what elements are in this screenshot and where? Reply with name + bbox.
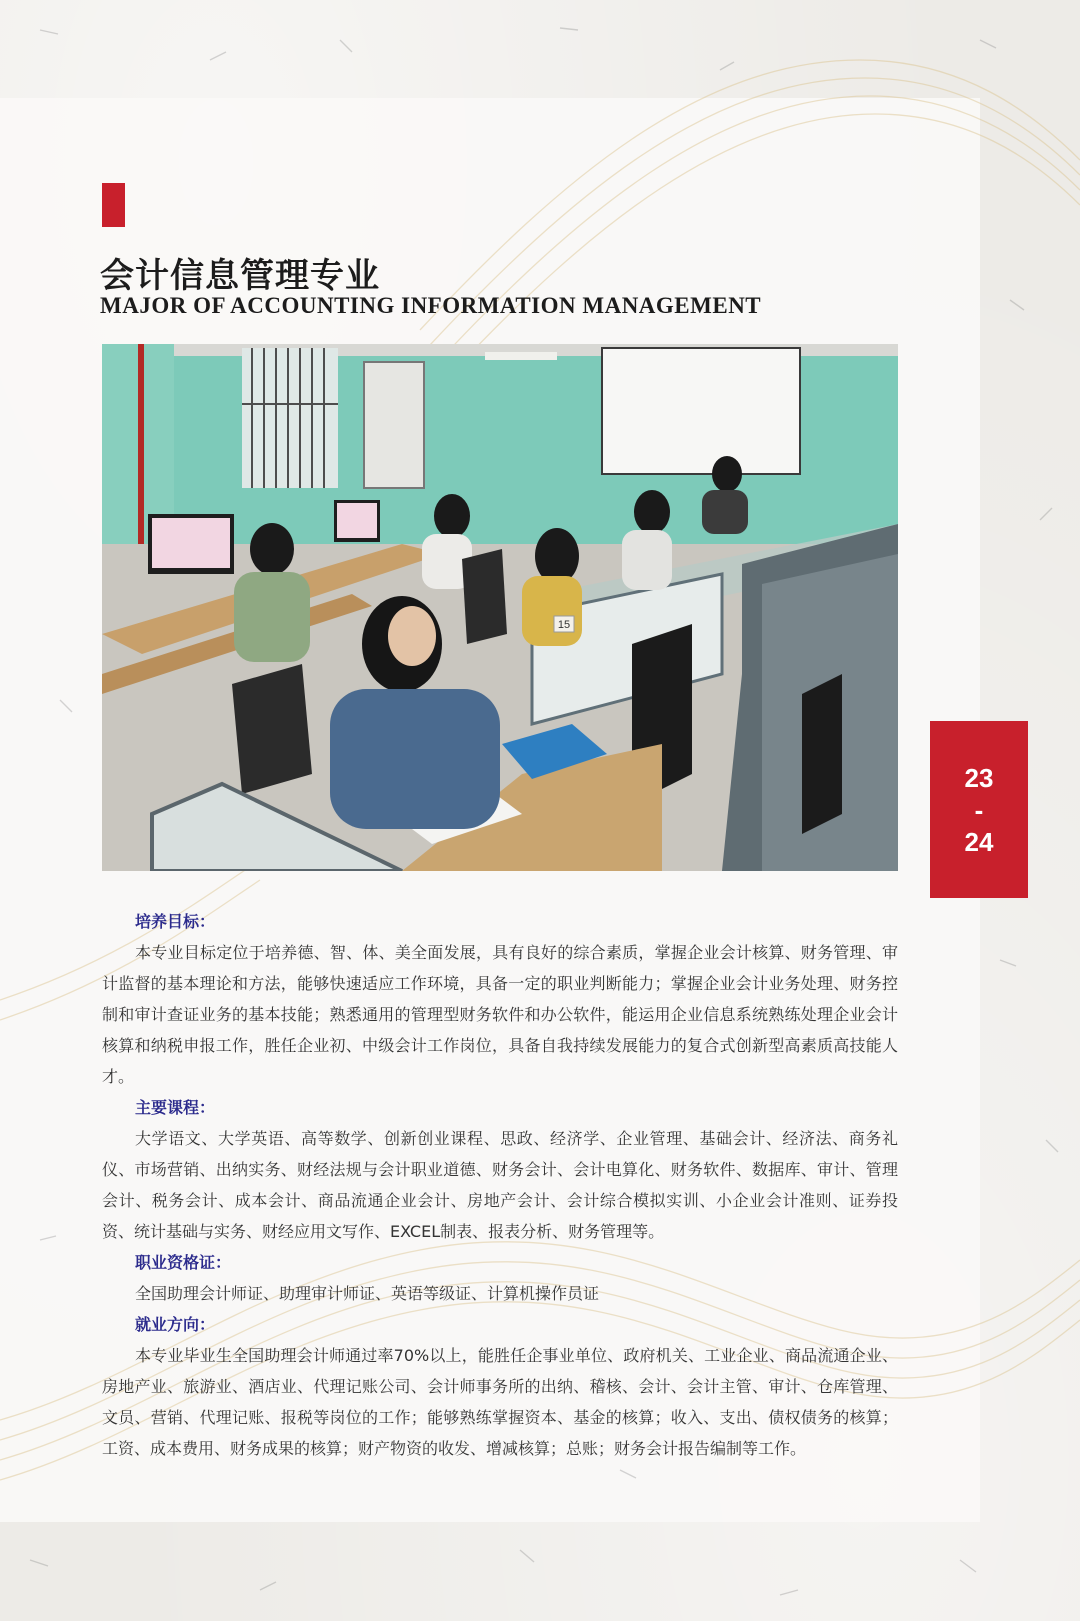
- page-number-tab: [930, 721, 1028, 898]
- section-heading-employment: 就业方向：: [135, 1315, 216, 1334]
- monitor-number-label: 15: [557, 619, 571, 631]
- section-heading-certificates: 职业资格证：: [135, 1253, 232, 1272]
- section-heading-training-goal: 培养目标：: [135, 912, 216, 931]
- section-body-main-courses: 大学语文、大学英语、高等数学、创新创业课程、思政、经济学、企业管理、基础会计、经济法、商务礼仪、市场营销、出纳实务、财经法规与会计职业道德、财务会计、会计电算化、财务软件、数据库、审计、管理会计、税务会计、成本会计、商品流通企业会计、房地产会计、会计综合模拟实训、小企业会计准则、证券投资、统计基础与实务、财经应用文写作、EXCEL制表、报表分析、财务管理等。: [102, 1129, 898, 1241]
- page-subtitle-english: MAJOR OF ACCOUNTING INFORMATION MANAGEMENT: [100, 293, 762, 318]
- accent-bar: [102, 183, 125, 227]
- page-title: 会计信息管理专业: [100, 256, 380, 296]
- section-body-certificates: 全国助理会计师证、助理审计师证、英语等级证、计算机操作员证: [135, 1284, 600, 1303]
- classroom-photo: [102, 344, 898, 871]
- page-number-top: 23: [964, 762, 994, 793]
- page-number-dash: -: [974, 794, 984, 825]
- section-body-employment: 本专业毕业生全国助理会计师通过率70%以上，能胜任企事业单位、政府机关、工业企业、商品流通企业、房地产业、旅游业、酒店业、代理记账公司、会计师事务所的出纳、稽核、会计、会计主管、审计、仓库管理、文员、营销、代理记账、报税等岗位的工作；能够熟练掌握资本、基金的核算；收入、支出、债权债务的核算；工资、成本费用、财务成果的核算；财产物资的收发、增减核算；总账；财务会计报告编制等工作。: [102, 1346, 898, 1458]
- section-heading-main-courses: 主要课程：: [135, 1098, 216, 1117]
- section-body-training-goal: 本专业目标定位于培养德、智、体、美全面发展，具有良好的综合素质，掌握企业会计核算、财务管理、审计监督的基本理论和方法，能够快速适应工作环境，具备一定的职业判断能力；掌握企业会计业务处理、财务控制和审计查证业务的基本技能；熟悉通用的管理型财务软件和办公软件，能运用企业信息系统熟练处理企业会计核算和纳税申报工作，胜任企业初、中级会计工作岗位，具备自我持续发展能力的复合式创新型高素质高技能人才。: [102, 943, 898, 1086]
- body-content: [102, 906, 898, 1464]
- page-number-bottom: 24: [964, 826, 994, 857]
